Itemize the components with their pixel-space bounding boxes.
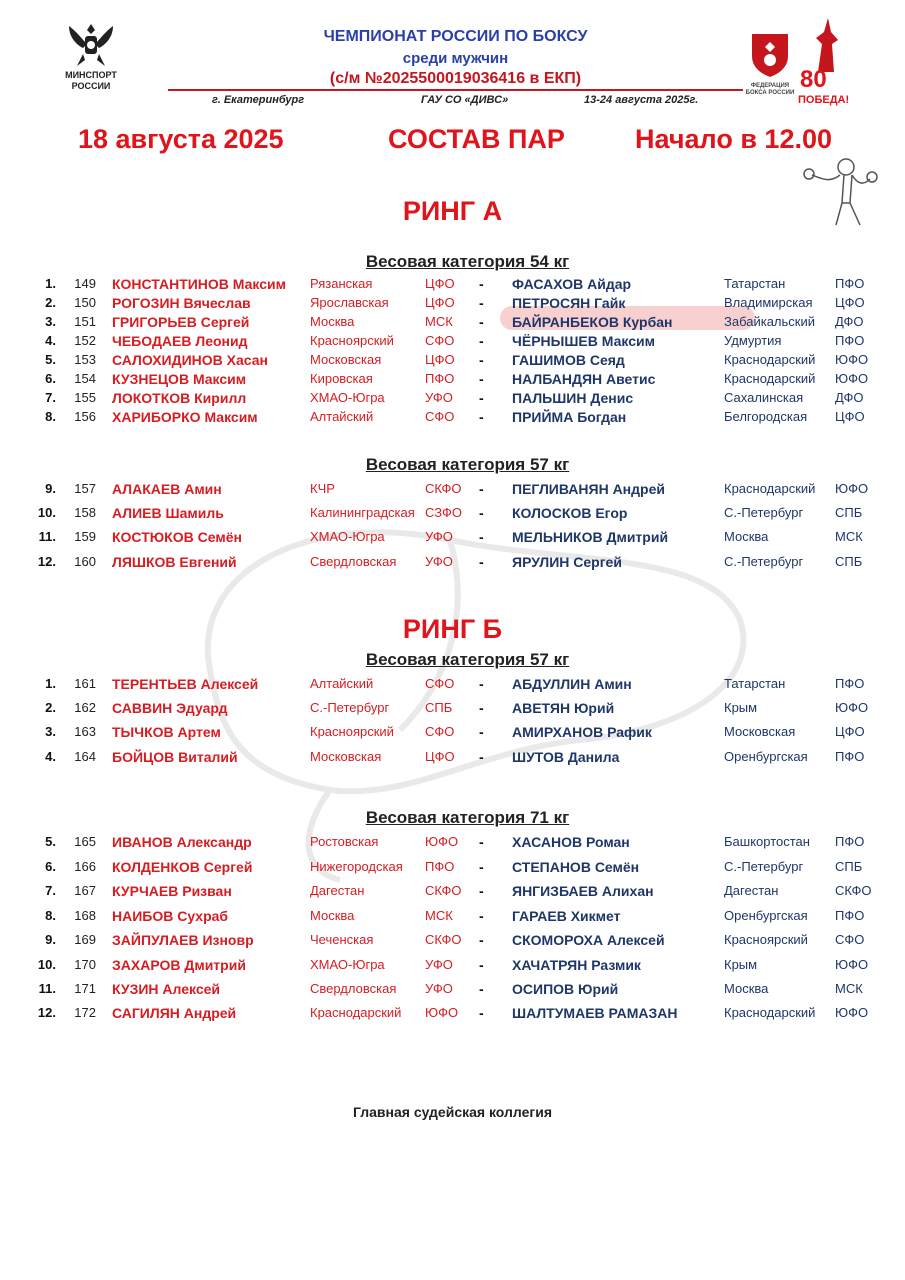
- blue-corner-district: ПФО: [835, 908, 865, 923]
- red-corner-boxer: ТЕРЕНТЬЕВ Алексей: [112, 676, 259, 692]
- double-eagle-icon: [63, 18, 119, 68]
- bout-index: 1.: [45, 276, 56, 291]
- versus-dash: -: [479, 295, 484, 311]
- bout-row: [0, 479, 905, 499]
- bout-index: 3.: [45, 314, 56, 329]
- red-corner-boxer: ТЫЧКОВ Артем: [112, 724, 221, 740]
- blue-corner-region: Оренбургская: [724, 908, 808, 923]
- minsport-logo: [58, 18, 124, 92]
- blue-corner-region: Белгородская: [724, 409, 808, 424]
- red-corner-boxer: АЛАКАЕВ Амин: [112, 481, 222, 497]
- blue-corner-district: СПБ: [835, 554, 863, 569]
- blue-corner-region: Краснодарский: [724, 1005, 816, 1020]
- red-corner-boxer: КУРЧАЕВ Ризван: [112, 883, 232, 899]
- red-corner-region: Красноярский: [310, 333, 394, 348]
- versus-dash: -: [479, 1005, 484, 1021]
- blue-corner-boxer: ХАСАНОВ Роман: [512, 834, 630, 850]
- bout-row: [0, 407, 905, 427]
- versus-dash: -: [479, 333, 484, 349]
- blue-corner-region: Краснодарский: [724, 371, 816, 386]
- event-city: г. Екатеринбург: [212, 94, 305, 106]
- blue-corner-region: Крым: [724, 700, 758, 715]
- red-corner-region: Алтайский: [310, 409, 374, 424]
- bout-index: 2.: [45, 295, 56, 310]
- blue-corner-district: СКФО: [835, 883, 872, 898]
- blue-corner-boxer: ОСИПОВ Юрий: [512, 981, 619, 997]
- red-corner-district: МСК: [425, 314, 453, 329]
- ring-a-title: РИНГ А: [402, 196, 503, 226]
- blue-corner-boxer: ХАЧАТРЯН Размик: [512, 957, 641, 973]
- red-corner-region: Ростовская: [310, 834, 379, 849]
- red-corner-district: СПБ: [425, 700, 453, 715]
- blue-corner-boxer: СКОМОРОХА Алексей: [512, 932, 665, 948]
- bout-index: 9.: [45, 481, 56, 496]
- bout-number: 165: [74, 834, 96, 849]
- blue-corner-district: МСК: [835, 981, 863, 996]
- blue-corner-district: ПФО: [835, 834, 865, 849]
- blue-corner-region: Крым: [724, 957, 758, 972]
- bout-row: [0, 747, 905, 767]
- versus-dash: -: [479, 908, 484, 924]
- weight-category-title: Весовая категория 71 кг: [365, 808, 570, 827]
- blue-corner-boxer: АМИРХАНОВ Рафик: [512, 724, 652, 740]
- bout-index: 5.: [45, 834, 56, 849]
- bout-number: 156: [74, 409, 96, 424]
- bout-number: 172: [74, 1005, 96, 1020]
- bout-index: 10.: [37, 957, 56, 972]
- bout-row: [0, 369, 905, 389]
- red-corner-boxer: ГРИГОРЬЕВ Сергей: [112, 314, 250, 330]
- bout-row: [0, 274, 905, 294]
- red-corner-district: СФО: [425, 724, 455, 739]
- red-corner-boxer: ЛОКОТКОВ Кирилл: [112, 390, 247, 406]
- versus-dash: -: [479, 352, 484, 368]
- red-corner-district: УФО: [425, 554, 453, 569]
- bout-number: 153: [74, 352, 96, 367]
- bout-row: [0, 881, 905, 901]
- red-corner-boxer: КОСТЮКОВ Семён: [112, 529, 242, 545]
- bout-row: [0, 832, 905, 852]
- red-corner-district: ПФО: [425, 371, 455, 386]
- bout-row: [0, 1003, 905, 1023]
- bout-number: 161: [74, 676, 96, 691]
- red-corner-district: ЦФО: [425, 352, 455, 367]
- versus-dash: -: [479, 749, 484, 765]
- blue-corner-region: Дагестан: [724, 883, 779, 898]
- versus-dash: -: [479, 481, 484, 497]
- blue-corner-district: ЮФО: [835, 481, 869, 496]
- red-corner-boxer: НАИБОВ Сухраб: [112, 908, 229, 924]
- red-corner-district: ПФО: [425, 859, 455, 874]
- blue-corner-boxer: АВЕТЯН Юрий: [512, 700, 615, 716]
- red-corner-region: Алтайский: [310, 676, 374, 691]
- blue-corner-boxer: ЯРУЛИН Сергей: [512, 554, 622, 570]
- blue-corner-district: ЮФО: [835, 700, 869, 715]
- bout-number: 151: [74, 314, 96, 329]
- bout-index: 11.: [38, 529, 56, 544]
- red-corner-boxer: ИВАНОВ Александр: [112, 834, 252, 850]
- versus-dash: -: [479, 314, 484, 330]
- blue-corner-district: ДФО: [835, 314, 864, 329]
- bout-index: 6.: [45, 859, 56, 874]
- bout-index: 1.: [45, 676, 56, 691]
- blue-corner-boxer: НАЛБАНДЯН Аветис: [512, 371, 656, 387]
- red-corner-district: УФО: [425, 957, 453, 972]
- blue-corner-boxer: ПАЛЬШИН Денис: [512, 390, 634, 406]
- red-corner-region: С.-Петербург: [310, 700, 390, 715]
- bout-index: 10.: [37, 505, 56, 520]
- boxing-federation-logo: [742, 30, 798, 97]
- red-corner-region: Нижегородская: [310, 859, 403, 874]
- red-corner-district: ЮФО: [425, 834, 459, 849]
- red-corner-boxer: КУЗНЕЦОВ Максим: [112, 371, 247, 387]
- blue-corner-district: ПФО: [835, 333, 865, 348]
- red-corner-district: СКФО: [425, 481, 462, 496]
- blue-corner-boxer: ПЕГЛИВАНЯН Андрей: [512, 481, 665, 497]
- bout-index: 8.: [45, 908, 56, 923]
- versus-dash: -: [479, 834, 484, 850]
- red-corner-region: Москва: [310, 314, 355, 329]
- bout-index: 4.: [45, 749, 56, 764]
- blue-corner-district: ЮФО: [835, 371, 869, 386]
- weight-category-title: Весовая категория 57 кг: [365, 650, 570, 669]
- versus-dash: -: [479, 883, 484, 899]
- event-dates: 13-24 августа 2025г.: [584, 94, 699, 106]
- blue-corner-district: ЮФО: [835, 957, 869, 972]
- bout-row: [0, 527, 905, 547]
- blue-corner-region: Москва: [724, 529, 769, 544]
- blue-corner-region: Забайкальский: [724, 314, 815, 329]
- bout-index: 9.: [45, 932, 56, 947]
- red-corner-district: ЦФО: [425, 295, 455, 310]
- federation-label: ФЕДЕРАЦИЯ БОКСА РОССИИ: [745, 83, 795, 96]
- red-corner-region: Свердловская: [310, 981, 397, 996]
- bout-number: 170: [74, 957, 96, 972]
- versus-dash: -: [479, 409, 484, 425]
- bout-number: 154: [74, 371, 96, 386]
- weight-category-title: Весовая категория 57 кг: [365, 455, 570, 474]
- blue-corner-region: Сахалинская: [724, 390, 804, 405]
- blue-corner-boxer: ПЕТРОСЯН Гайк: [512, 295, 626, 311]
- red-corner-boxer: ХАРИБОРКО Максим: [112, 409, 258, 425]
- red-corner-boxer: САГИЛЯН Андрей: [112, 1005, 237, 1021]
- blue-corner-region: Краснодарский: [724, 352, 816, 367]
- bout-row: [0, 350, 905, 370]
- versus-dash: -: [479, 676, 484, 692]
- red-corner-region: Чеченская: [310, 932, 374, 947]
- red-corner-district: ЮФО: [425, 1005, 459, 1020]
- red-corner-region: Свердловская: [310, 554, 397, 569]
- header-divider: [168, 89, 743, 91]
- versus-dash: -: [479, 554, 484, 570]
- red-corner-district: СКФО: [425, 883, 462, 898]
- bout-row: [0, 722, 905, 742]
- bout-index: 12.: [37, 554, 56, 569]
- blue-corner-district: СПБ: [835, 505, 863, 520]
- bout-index: 11.: [38, 981, 56, 996]
- blue-corner-boxer: БАЙРАНБЕКОВ Курбан: [512, 314, 673, 330]
- bout-number: 159: [74, 529, 96, 544]
- bout-row: [0, 503, 905, 523]
- red-corner-region: Калининградская: [310, 505, 415, 520]
- red-corner-boxer: КОНСТАНТИНОВ Максим: [112, 276, 287, 292]
- bout-number: 162: [74, 700, 96, 715]
- versus-dash: -: [479, 957, 484, 973]
- weight-category-title: Весовая категория 54 кг: [365, 252, 570, 271]
- red-corner-district: СФО: [425, 676, 455, 691]
- bout-number: 149: [74, 276, 96, 291]
- red-corner-region: Кировская: [310, 371, 373, 386]
- minsport-label: МИНСПОРТ РОССИИ: [65, 70, 117, 91]
- red-corner-district: ЦФО: [425, 276, 455, 291]
- bout-row: [0, 979, 905, 999]
- bout-row: [0, 674, 905, 694]
- blue-corner-boxer: АБДУЛЛИН Амин: [512, 676, 632, 692]
- red-corner-region: Московская: [310, 749, 382, 764]
- blue-corner-district: ПФО: [835, 749, 865, 764]
- blue-corner-region: Оренбургская: [724, 749, 808, 764]
- bout-number: 164: [74, 749, 96, 764]
- blue-corner-boxer: ПРИЙМА Богдан: [512, 409, 627, 425]
- bout-row: [0, 906, 905, 926]
- bout-number: 166: [74, 859, 96, 874]
- red-corner-boxer: САЛОХИДИНОВ Хасан: [112, 352, 268, 368]
- blue-corner-boxer: ГАРАЕВ Хикмет: [512, 908, 621, 924]
- motherland-statue-icon: [798, 14, 854, 74]
- blue-corner-boxer: ЯНГИЗБАЕВ Алихан: [512, 883, 654, 899]
- red-corner-boxer: ЗАХАРОВ Дмитрий: [112, 957, 246, 973]
- red-corner-boxer: КОЛДЕНКОВ Сергей: [112, 859, 253, 875]
- blue-corner-district: ЦФО: [835, 724, 865, 739]
- bout-number: 160: [74, 554, 96, 569]
- red-corner-boxer: КУЗИН Алексей: [112, 981, 221, 997]
- bout-index: 4.: [45, 333, 56, 348]
- red-corner-boxer: ЧЕБОДАЕВ Леонид: [112, 333, 248, 349]
- victory-80-logo: [798, 14, 854, 110]
- red-corner-region: КЧР: [310, 481, 335, 496]
- bout-row: [0, 293, 905, 313]
- bout-number: 155: [74, 390, 96, 405]
- blue-corner-region: Башкортостан: [724, 834, 810, 849]
- blue-corner-district: ЮФО: [835, 352, 869, 367]
- bout-number: 157: [74, 481, 96, 496]
- red-corner-boxer: САВВИН Эдуард: [112, 700, 228, 716]
- blue-corner-region: Красноярский: [724, 932, 808, 947]
- event-venue: ГАУ СО «ДИВС»: [421, 94, 509, 106]
- blue-corner-region: Удмуртия: [724, 333, 782, 348]
- red-corner-region: Московская: [310, 352, 382, 367]
- red-corner-boxer: ЛЯШКОВ Евгений: [112, 554, 237, 570]
- blue-corner-district: СФО: [835, 932, 865, 947]
- red-corner-region: Москва: [310, 908, 355, 923]
- event-number: (с/м №2025500019036416 в ЕКП): [329, 70, 582, 87]
- blue-corner-region: Краснодарский: [724, 481, 816, 496]
- red-corner-region: ХМАО-Югра: [310, 390, 385, 405]
- versus-dash: -: [479, 390, 484, 406]
- championship-subtitle: среди мужчин: [402, 50, 509, 67]
- blue-corner-district: ПФО: [835, 276, 865, 291]
- federation-emblem-icon: [748, 30, 792, 78]
- red-corner-region: ХМАО-Югра: [310, 529, 385, 544]
- versus-dash: -: [479, 700, 484, 716]
- bout-row: [0, 331, 905, 351]
- bout-index: 5.: [45, 352, 56, 367]
- blue-corner-region: С.-Петербург: [724, 859, 804, 874]
- blue-corner-boxer: ШАЛТУМАЕВ РАМАЗАН: [512, 1005, 678, 1021]
- bout-index: 3.: [45, 724, 56, 739]
- bout-row: [0, 312, 905, 332]
- blue-corner-region: С.-Петербург: [724, 505, 804, 520]
- blue-corner-district: ЦФО: [835, 295, 865, 310]
- red-corner-district: СЗФО: [425, 505, 462, 520]
- bout-number: 150: [74, 295, 96, 310]
- red-corner-district: ЦФО: [425, 749, 455, 764]
- blue-corner-district: ПФО: [835, 676, 865, 691]
- blue-corner-district: МСК: [835, 529, 863, 544]
- bout-row: [0, 857, 905, 877]
- bout-index: 6.: [45, 371, 56, 386]
- blue-corner-district: ДФО: [835, 390, 864, 405]
- versus-dash: -: [479, 932, 484, 948]
- red-corner-boxer: ЗАЙПУЛАЕВ Изновр: [112, 932, 254, 948]
- versus-dash: -: [479, 371, 484, 387]
- blue-corner-boxer: КОЛОСКОВ Егор: [512, 505, 628, 521]
- red-corner-district: СФО: [425, 333, 455, 348]
- blue-corner-region: Москва: [724, 981, 769, 996]
- blue-corner-district: ЦФО: [835, 409, 865, 424]
- blue-corner-region: Владимирская: [724, 295, 813, 310]
- red-corner-district: СФО: [425, 409, 455, 424]
- blue-corner-boxer: ФАСАХОВ Айдар: [512, 276, 632, 292]
- bout-number: 167: [74, 883, 96, 898]
- versus-dash: -: [479, 981, 484, 997]
- anniversary-number: 80: [800, 66, 827, 93]
- blue-corner-region: Татарстан: [724, 276, 786, 291]
- blue-corner-region: Московская: [724, 724, 796, 739]
- bout-index: 2.: [45, 700, 56, 715]
- red-corner-district: СКФО: [425, 932, 462, 947]
- red-corner-region: Краснодарский: [310, 1005, 402, 1020]
- bout-index: 7.: [45, 390, 56, 405]
- red-corner-district: УФО: [425, 529, 453, 544]
- bout-index: 12.: [37, 1005, 56, 1020]
- red-corner-region: Дагестан: [310, 883, 365, 898]
- blue-corner-boxer: ГАШИМОВ Сеяд: [512, 352, 625, 368]
- bout-row: [0, 698, 905, 718]
- blue-corner-region: С.-Петербург: [724, 554, 804, 569]
- red-corner-region: Ярославская: [310, 295, 389, 310]
- red-corner-region: Красноярский: [310, 724, 394, 739]
- bout-row: [0, 930, 905, 950]
- red-corner-boxer: АЛИЕВ Шамиль: [112, 505, 224, 521]
- bout-date: 18 августа 2025: [78, 124, 284, 154]
- bout-number: 152: [74, 333, 96, 348]
- red-corner-district: УФО: [425, 981, 453, 996]
- blue-corner-boxer: СТЕПАНОВ Семён: [512, 859, 640, 875]
- versus-dash: -: [479, 724, 484, 740]
- ring-b-title: РИНГ Б: [402, 614, 503, 644]
- bout-number: 163: [74, 724, 96, 739]
- bout-index: 8.: [45, 409, 56, 424]
- red-corner-region: Рязанская: [310, 276, 373, 291]
- versus-dash: -: [479, 505, 484, 521]
- blue-corner-boxer: ЧЁРНЫШЕВ Максим: [512, 333, 655, 349]
- start-time: Начало в 12.00: [635, 124, 832, 154]
- bout-number: 171: [74, 981, 96, 996]
- red-corner-district: МСК: [425, 908, 453, 923]
- blue-corner-district: ЮФО: [835, 1005, 869, 1020]
- blue-corner-region: Татарстан: [724, 676, 786, 691]
- red-corner-region: ХМАО-Югра: [310, 957, 385, 972]
- bout-row: [0, 955, 905, 975]
- blue-corner-boxer: МЕЛЬНИКОВ Дмитрий: [512, 529, 669, 545]
- red-corner-boxer: БОЙЦОВ Виталий: [112, 749, 238, 765]
- bout-row: [0, 552, 905, 572]
- anniversary-word: ПОБЕДА!: [798, 94, 850, 106]
- bout-number: 169: [74, 932, 96, 947]
- blue-corner-boxer: ШУТОВ Данила: [512, 749, 620, 765]
- versus-dash: -: [479, 529, 484, 545]
- red-corner-boxer: РОГОЗИН Вячеслав: [112, 295, 251, 311]
- red-corner-district: УФО: [425, 390, 453, 405]
- chief-judges-panel: Главная судейская коллегия: [353, 1104, 552, 1120]
- bout-number: 168: [74, 908, 96, 923]
- pairs-heading: СОСТАВ ПАР: [388, 124, 565, 154]
- blue-corner-district: СПБ: [835, 859, 863, 874]
- versus-dash: -: [479, 276, 484, 292]
- versus-dash: -: [479, 859, 484, 875]
- bout-row: [0, 388, 905, 408]
- bout-index: 7.: [45, 883, 56, 898]
- championship-title: ЧЕМПИОНАТ РОССИИ ПО БОКСУ: [323, 28, 588, 45]
- bout-number: 158: [74, 505, 96, 520]
